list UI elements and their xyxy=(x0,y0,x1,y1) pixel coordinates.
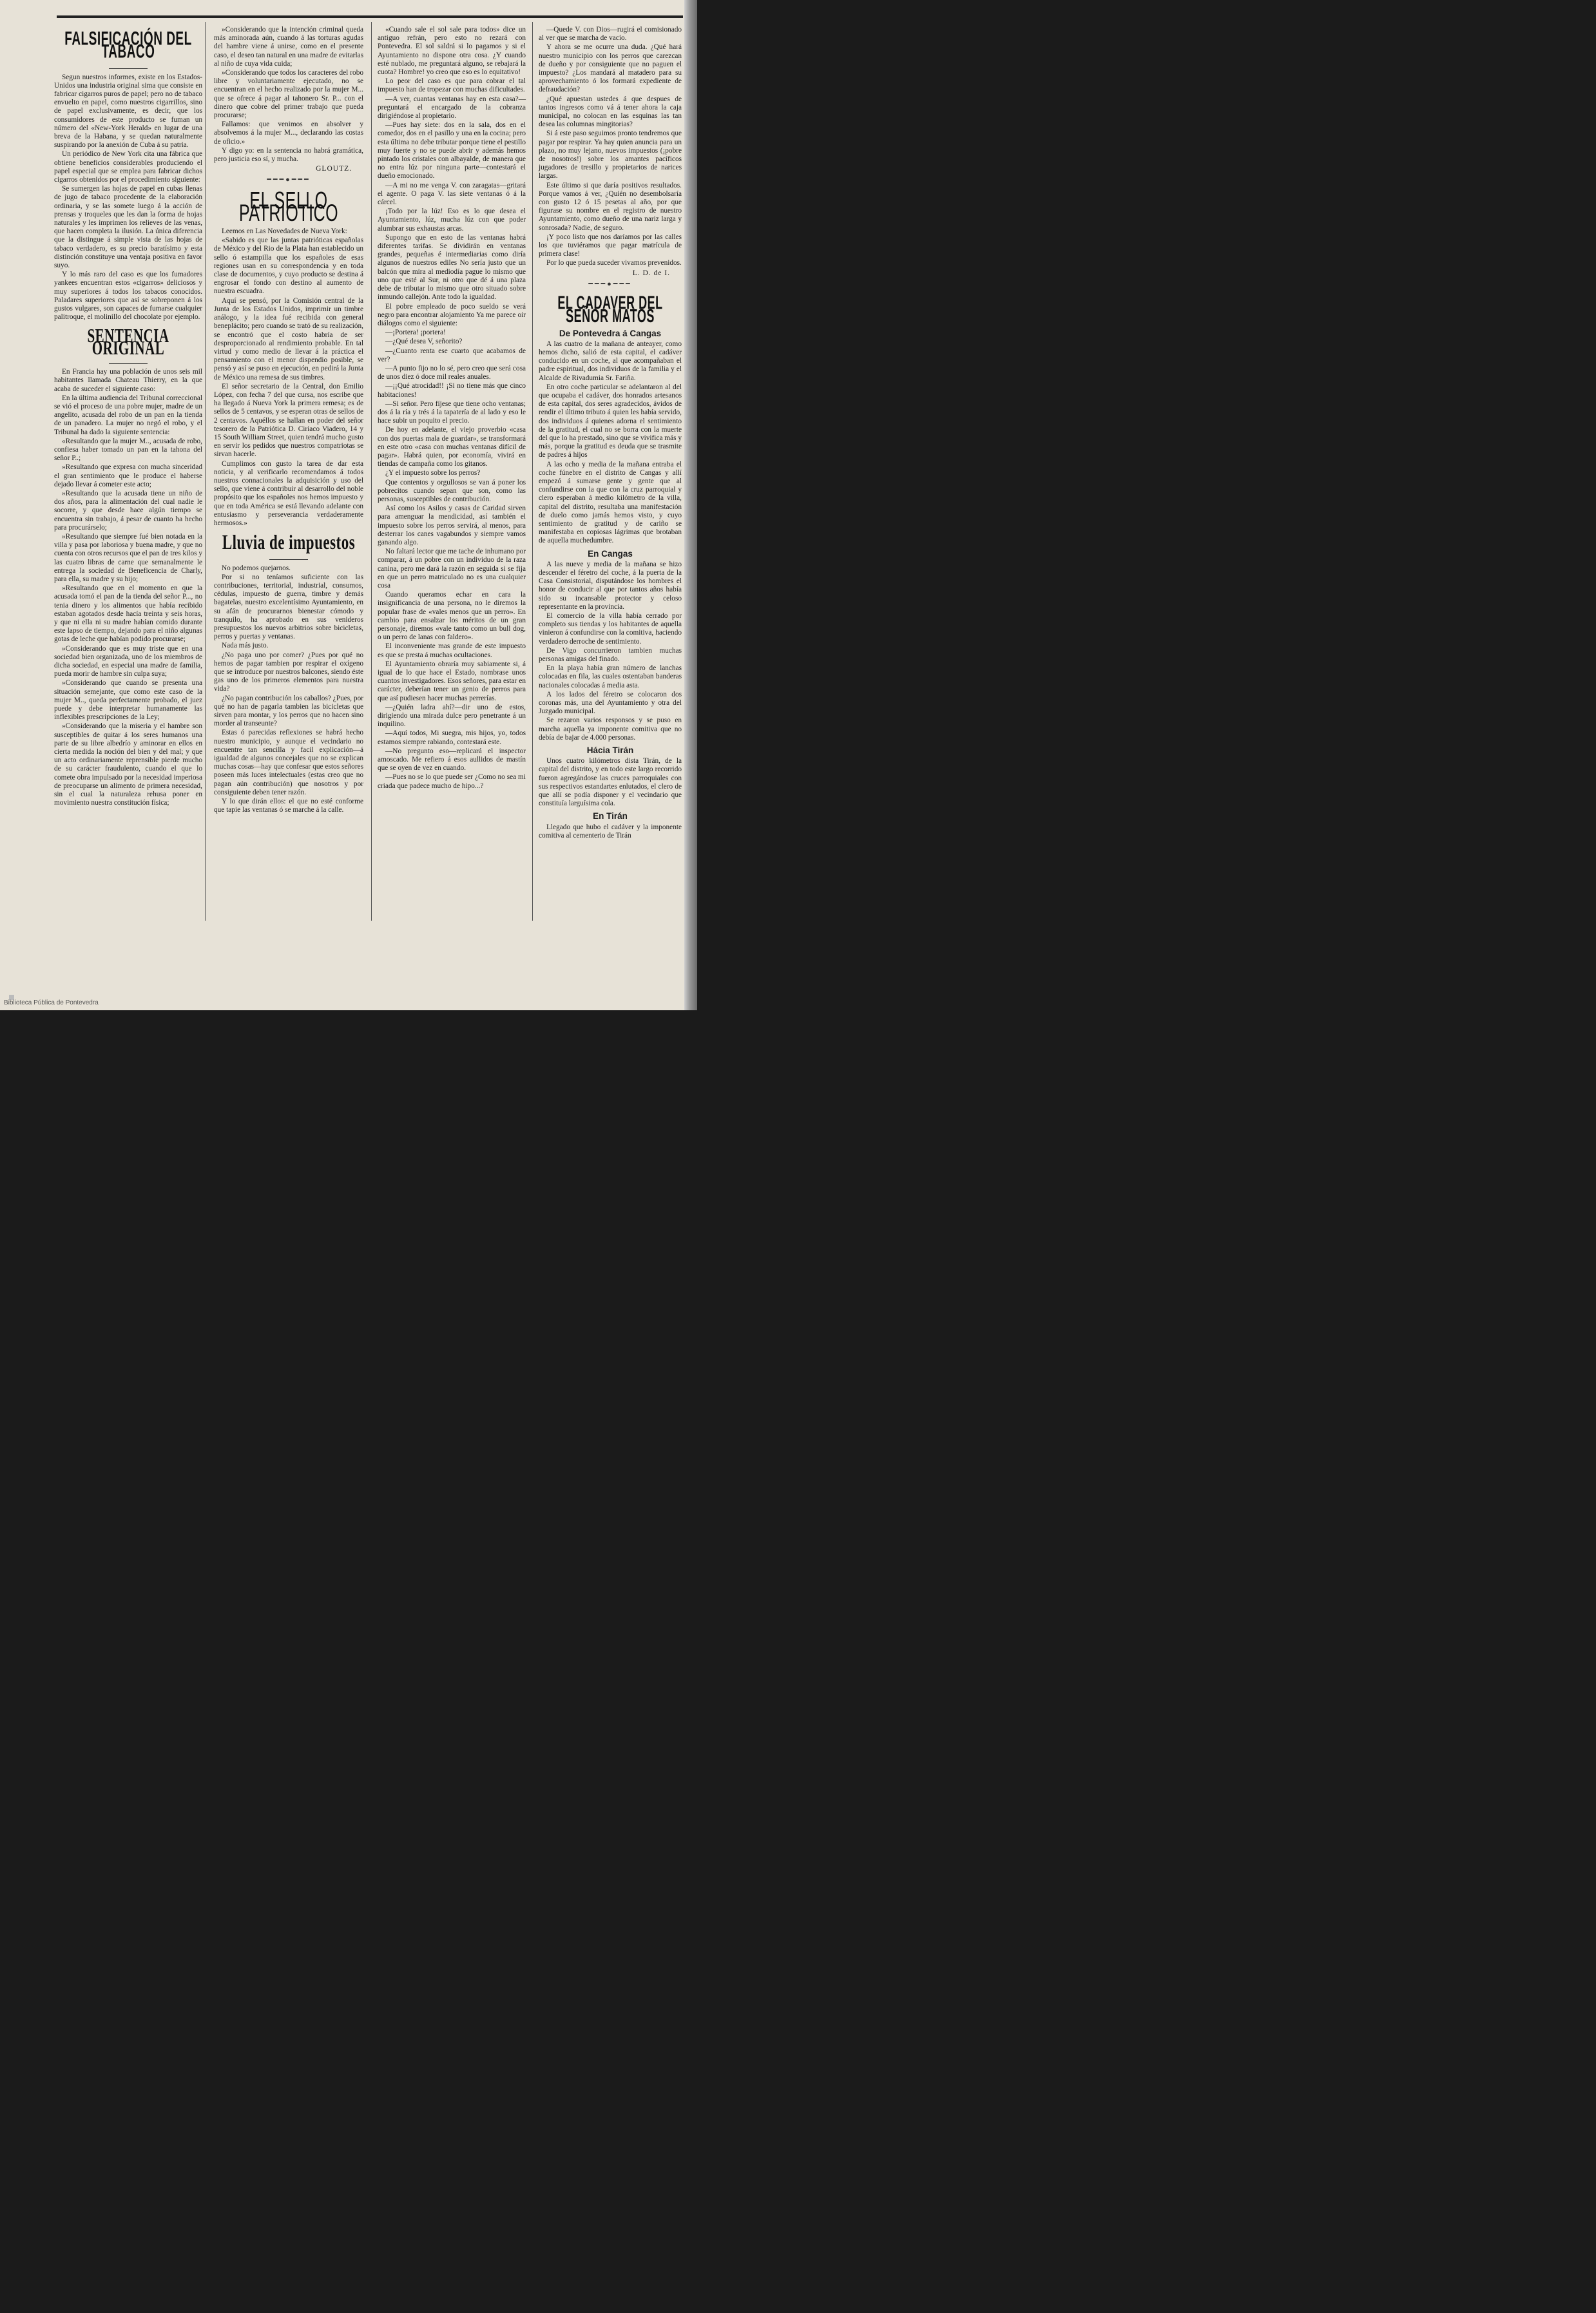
paragraph: No podemos quejarnos. xyxy=(222,564,291,572)
article-title: FALSIFICACIÓN DEL TABACO xyxy=(64,28,192,63)
paragraph: El inconveniente mas grande de este impuesto es que se presta á muchas ocultaciones. xyxy=(378,642,526,659)
paragraph: Por si no teníamos suficiente con las contribuciones, territorial, industrial, consumos, cédulas, impuesto de guerra, timbre y demás bagatelas, nuestro excelentísimo Ayuntamiento, en su afán de procurarnos bienestar cómodo y tranquilo, ha aprobado en sus venideros presupuestos los nuevos arbitrios sobre bicicletas, perros y puertas y ventanas. xyxy=(214,573,363,641)
article-body xyxy=(214,26,363,164)
paragraph: —Aquí todos, Mi suegra, mis hijos, yo, todos estamos siempre rabiando, contestará este. xyxy=(378,729,526,746)
paragraph: El Ayuntamiento obraría muy sabiamente si, á igual de lo que hace el Estado, nombrase unos cuantos investigadores. Esos señores, para estar en carácter, deberían tener un genio de perros para que así pudiesen hacer muchas perrerías. xyxy=(378,660,526,702)
page-edge xyxy=(684,0,697,1010)
paragraph: El pobre empleado de poco sueldo se verá negro para encontrar alojamiento Ya me parece oir diálogos como el siguiente: xyxy=(378,302,526,327)
paragraph: —¡¡Qué atrocidad!! ¡Si no tiene más que cinco habitaciones! xyxy=(378,382,526,399)
paragraph: En la playa había gran número de lanchas colocadas en fila, las cuales ostentaban banderas nacionales colocadas á media asta. xyxy=(539,664,682,689)
paragraph: ¿Y el impuesto sobre los perros? xyxy=(385,469,481,477)
paragraph: ¡Y poco listo que nos daríamos por las calles los que tuviéramos que pagar matrícula de primera clase! xyxy=(539,233,682,258)
paragraph: En la última audiencia del Tribunal correccional se vió el proceso de una pobre mujer, madre de un angelito, acusada del robo de un pan en la tienda de un panadero. La mujer no negó el robo, y el Tribunal ha dado la siguiente sentencia: xyxy=(54,394,202,436)
article-body xyxy=(214,227,363,528)
paragraph: »Considerando que cuando se presenta una situación semejante, que como este caso de la mujer M.., queda perfectamente probado, el juez puede y debe interpretar humanamente las inflexibles prescripciones de la Ley; xyxy=(54,679,202,722)
paragraph: —A mi no me venga V. con zaragatas—gritará el agente. O paga V. las siete ventanas ó á la cárcel. xyxy=(378,181,526,207)
section-subtitle: En Cangas xyxy=(588,548,633,559)
title-underline xyxy=(54,63,202,72)
paragraph: Cuando queramos echar en cara la insignificancia de una persona, no le diremos la popular frase de «vales menos que un perro». En cambio para ensalzar los méritos de un gran personaje, diremos «vale tanto como un bull dog, o un perro de lanas con faldero». xyxy=(378,591,526,642)
paragraph: A las cuatro de la mañana de anteayer, como hemos dicho, salió de esta capital, el cadáver conducido en un coche, al que acompañaban el padre espiritual, dos individuos de la familia y el Alcalde de Rivadumia Sr. Fariña. xyxy=(539,340,682,382)
paragraph: Y digo yo: en la sentencia no habrá gramática, pero justicia eso sí, y mucha. xyxy=(214,146,363,164)
article-title: EL CADAVER DEL SEÑOR MATOS xyxy=(557,292,663,327)
column-3 xyxy=(378,26,526,791)
article-title: SENTENCIA ORIGINAL xyxy=(87,323,169,359)
ornament-rule: ━━━●━━━ xyxy=(588,280,632,288)
paragraph: Cumplimos con gusto la tarea de dar esta noticia, y al verificarlo recomendamos á todos nuestros connacionales la adquisición y uso del sello, que viene á contribuir al desarrollo del noble propósito que los españoles nos hemos impuesto y que en toda América se está llevando adelante con entusiasmo y perseverancia verdaderamente hermosos.» xyxy=(214,459,363,527)
paragraph: —¿Quién ladra ahí?—dir uno de estos, dirigiendo una mirada dulce pero penetrante á un inquilino. xyxy=(378,703,526,729)
paragraph: ¿No pagan contribución los caballos? ¿Pues, por qué no han de pagarla tambien las bicicletas que sirven para montar, y los perros que no hacen sino morder al transeunte? xyxy=(214,694,363,728)
paragraph: —Pues hay siete: dos en la sala, dos en el comedor, dos en el pasillo y una en la cocina; pero esta última no debe tributar porque tiene el pestillo muy fuerte y no se puede abrir y además hemos pintado los cristales con albayalde, de manera que no entra lúz por ninguna parte—contestará el dueño emocionado. xyxy=(378,121,526,180)
article-title: Lluvia de impuestos xyxy=(222,531,356,554)
newspaper-page xyxy=(0,0,684,1010)
paragraph: —Pues no se lo que puede ser ¿Como no sea mi criada que padece mucho de hipo...? xyxy=(378,773,526,790)
paragraph: —A ver, cuantas ventanas hay en esta casa?—preguntará el encargado de la cobranza dirigiéndose al propietario. xyxy=(378,95,526,120)
paragraph: Se sumergen las hojas de papel en cubas llenas de jugo de tabaco procedente de la elaboración ordinaria, y se las somete luego á la acción de prensas y troqueles que les dan la forma de hojas naturales y les imprimen los relieves de las venas, que hacen completa la ilusión. La única diferencia que la distingue á simple vista de las hojas de tabaco verdadero, es su precio baratísimo y esta distinción constituye una ventaja positiva en favor suyo. xyxy=(54,185,202,270)
paragraph: De hoy en adelante, el viejo proverbio «casa con dos puertas mala de guardar», se transformará en este otro «casa con muchas ventanas difícil de pagar». Habrá quien, por economía, vivirá en tiendas de campaña como los gitanos. xyxy=(378,426,526,468)
paragraph: »Resultando que expresa con mucha sinceridad el gran sentimiento que le produce el haberse dejado llevar á cometer este acto; xyxy=(54,463,202,488)
paragraph: Aquí se pensó, por la Comisión central de la Junta de los Estados Unidos, imprimir un timbre análogo, y la idea fué recibida con general beneplácito; pero cuando se trató de su realización, se encontró que el costo habría de ser desproporcionado al rendimiento probable. En tal virtud y como medio de llevar á la práctica el pensamiento con el menor dispendio posible, se pensó y así se puso en ejecución, en pedirá la Junta de México una remesa de sus timbres. xyxy=(214,296,363,381)
section-subtitle: De Pontevedra á Cangas xyxy=(559,328,662,338)
article-body xyxy=(54,368,202,807)
paragraph: ¡Todo por la lúz! Eso es lo que desea el Ayuntamiento, lúz, mucha lúz con que poder alumbrar sus exhaustas arcas. xyxy=(378,207,526,233)
paragraph: De Vigo concurrieron tambien muchas personas amigas del finado. xyxy=(539,646,682,664)
top-rule xyxy=(57,15,683,18)
paragraph: »Resultando que la acusada tiene un niño de dos años, para la alimentación del cual nadie le socorre, y que desde hace algún tiempo se encuentra sin trabajo, á pesar de cuanto ha hecho para procurárselo; xyxy=(54,489,202,532)
paragraph: —Si señor. Pero fíjese que tiene ocho ventanas; dos á la ría y trés á la tapatería de al lado y eso le hace subir un poquito el precio. xyxy=(378,399,526,425)
article-body xyxy=(539,757,682,808)
paragraph: —No pregunto eso—replicará el inspector amoscado. Me refiero á esos aullidos de mastín que se oyen de vez en cuando. xyxy=(378,747,526,773)
paragraph: «Sabido es que las juntas patrióticas españolas de México y del Rio de la Plata han establecido un sello ó estampilla que los españoles de esas regiones usan en su correspondencia y en toda clase de documentos, y cuyo producto se destina á engrosar el fondo con destino al aumento de nuestra escuadra. xyxy=(214,236,363,296)
paragraph: Y lo más raro del caso es que los fumadores yankees encuentran estos «cigarros» deliciosos y muy superiores á todos los tabacos conocidos. Paladares superiores que así se sobreponen á los gustos vulgares, son capaces de fumarse cualquier palitroque, el molinillo del chocolate por ejemplo. xyxy=(54,271,202,322)
paragraph: El comercio de la villa había cerrado por completo sus tiendas y los habitantes de aquella vinieron á confundirse con la comitiva, haciendo verdadero derroche de sentimiento. xyxy=(539,612,682,646)
section-subtitle: En Tirán xyxy=(593,811,628,821)
paragraph: Lo peor del caso es que para cobrar el tal impuesto han de tropezar con muchas dificultades. xyxy=(378,77,526,94)
library-footer: Biblioteca Pública de Pontevedra xyxy=(4,999,99,1006)
paragraph: »Considerando que todos los caracteres del robo libre y voluntariamente ejecutado, no se encuentran en el hecho realizado por la mujer M... que se ofrece á pagar al tahonero Sr. P... con el dinero que cobre del primer trabajo que pueda procurarse; xyxy=(214,69,363,120)
title-underline xyxy=(214,554,363,562)
paragraph: «Cuando sale el sol sale para todos» dice un antiguo refrán, pero esto no rezará con Pontevedra. El sol saldrá si lo pagamos y si el Ayuntamiento no dispone otra cosa. ¿Y cuando esté nublado, me preguntará alguno, se rebajará la cuota? Hombre! yo creo que eso es lo equitativo! xyxy=(378,26,526,77)
article-body xyxy=(539,561,682,742)
paragraph: Fallamos: que venimos en absolver y absolvemos á la mujer M..., declarando las costas de oficio.» xyxy=(214,120,363,146)
ornament-rule: ━━━●━━━ xyxy=(267,176,311,184)
article-body xyxy=(539,26,682,268)
paragraph: El señor secretario de la Central, don Emilio López, con fecha 7 del que cursa, nos escribe que ha llegado á Nueva York la primera remesa; es de sellos de 5 centavos, y se esperan otras de sellos de 2 centavos. Aquéllos se hallan en poder del señor tesorero de la Patriótica D. Ciriaco Viadero, 14 y 15 South William Street, quien tendrá mucho gusto en servir los pedidos que nuestros compatriotas se sirvan hacerle. xyxy=(214,382,363,459)
paragraph: En Francia hay una población de unos seis mil habitantes llamada Chateau Thierry, en la que acaba de suceder el siguiente caso: xyxy=(54,368,202,393)
paragraph: Un periódico de New York cita una fábrica que obtiene beneficios considerables produciendo el papel especial que se emplea para fabricar dichos cigarros obtenidos por el procedimiento siguiente: xyxy=(54,150,202,184)
paragraph: Unos cuatro kilómetros dista Tirán, de la capital del distrito, y en todo este largo recorrido fueron agregándose las cruces parroquiales con sus respectivos estandartes enlutados, el clero de que allí se podía disponer y el vecindario que constituía larguísima cola. xyxy=(539,757,682,808)
paragraph: Así como los Asilos y casas de Caridad sirven para amenguar la mendicidad, así también el impuesto sobre los perros servirá, al menos, para desterrar los canes vagabundos y siempre vamos ganando algo. xyxy=(378,504,526,546)
paragraph: En otro coche particular se adelantaron al del que ocupaba el cadáver, dos honrados artesanos de esta capital, dos seres agradecidos, ávidos de rendir el último tributo á quien les había servido, dos individuos á quienes adorna el sentimiento de la gratitud, el cual no se borra con la muerte del que lo ha prestado, sino que se vivifica más y más, porque la gratitud es deuda que se trasmite de padres á hijos xyxy=(539,383,682,459)
signature: GLOUTZ. xyxy=(316,165,352,173)
article-body xyxy=(539,823,682,840)
column-divider xyxy=(205,22,206,921)
paragraph: »Resultando que en el momento en que la acusada tomó el pan de la tienda del señor P..., no tenia dinero y los alimentos que había recibido estaban agotados desde hacía treinta y seis horas, y que ni ella ni su madre habían comido durante este lapso de tiempo, dejando para el niño algunas gotas de leche que habían podido procurarse; xyxy=(54,584,202,644)
column-2 xyxy=(214,26,363,815)
paragraph: A las nueve y media de la mañana se hizo descender el féretro del coche, á la puerta de la Casa Consistorial, disputándose los hombres el honor de conducir al que por tantos años había sido su incansable protector y celoso representante en la provincia. xyxy=(539,560,682,611)
column-4 xyxy=(539,26,682,841)
paragraph: »Considerando que la miseria y el hambre son susceptibles de quitar á los seres humanos una parte de su libre albedrío y aminorar en ellos en cierta medida la noción del bien y del mal; y que un acto ordinariamente reprensible pierde mucho de su carácter fraudulento, cuando el que lo comete obra impulsado por la necesidad imperiosa de preocuparse un alimento de primera necesidad, sin el cual la naturaleza rehusa poner en movimiento nuestra constitución física; xyxy=(54,722,202,807)
article-title: EL SELLO PATRIOTICO xyxy=(238,187,339,227)
paragraph: Se rezaron varios responsos y se puso en marcha aquella ya imponente comitiva que no debía de bajar de 4.000 personas. xyxy=(539,716,682,742)
paragraph: «Resultando que la mujer M.., acusada de robo, confiesa haber tomado un pan en la tahona del señor P..; xyxy=(54,437,202,463)
paragraph: »Resultando que siempre fué bien notada en la villa y pasa por laboriosa y buena madre, y que no cuenta con otros recursos que el pan de tres kilos y las cuatro libras de carne que semanalmente le entrega la sociedad de Beneficencia de Charly, para ella, su madre y su hijo; xyxy=(54,532,202,583)
paragraph: »Considerando que la intención criminal queda más aminorada aún, cuando á las torturas agudas del hambre viene á unirse, como en el presente caso, el deseo tan natural en una madre de evitarlas al niño de cuya vida cuida; xyxy=(214,26,363,68)
paragraph: Estas ó parecidas reflexiones se habrá hecho nuestro municipio, y aunque el vecindario no encuentre tan sencilla y facil explicación—á igualdad de algunos concejales que no se explican muchas cosas—hay que confesar que estos señores poseen más luces intelectuales (estas creo que no pagan aún contribución) que nosotros y por consiguiente deben tener razón. xyxy=(214,729,363,796)
paragraph: Nada más justo. xyxy=(222,642,269,650)
article-body xyxy=(539,340,682,546)
paragraph: —A punto fijo no lo sé, pero creo que será cosa de unos diez ó doce mil reales anuales. xyxy=(378,364,526,381)
paragraph: Leemos en Las Novedades de Nueva York: xyxy=(222,227,347,236)
article-body xyxy=(214,564,363,815)
paragraph: Que contentos y orgullosos se van á poner los pobrecitos cuando sepan que son, como las personas, susceptibles de contribución. xyxy=(378,478,526,503)
paragraph: Supongo que en esto de las ventanas habrá diferentes tarifas. Se dividirán en ventanas grandes, pequeñas é intermediarias como diría algunos de nuestros ediles No sería justo que un balcón que mira al mediodía pague lo mismo que uno que esté al Sur, ni otro que dé á una plaza debe de tributar lo mismo que otro situado sobre inmundo callejón. Ante todo la igualdad. xyxy=(378,233,526,302)
article-body xyxy=(378,26,526,791)
paragraph: Por lo que pueda suceder vivamos prevenidos. xyxy=(546,259,682,267)
paragraph: ¿No paga uno por comer? ¿Pues por qué no hemos de pagar tambien por respirar el oxígeno que se introduce por nuestros balcones, siendo éste gas uno de los primeros elementos para nuestra vida? xyxy=(214,651,363,693)
column-1 xyxy=(54,26,202,808)
paragraph: A las ocho y media de la mañana entraba el coche fúnebre en el distrito de Cangas y allí empezó á sumarse gente y gente que al confundirse con la que con la cruz parroquial y clero esperaban á medio kilómetro de la villa, capital del distrito, resultaba una manifestación de duelo como jamás hemos visto, y cuyo sentimiento de gratitud y de cariño se manifestaba en copiosas lágrimas que brotaban de aquella muchedumbre. xyxy=(539,460,682,545)
article-body xyxy=(54,73,202,322)
paragraph: Este último si que daría positivos resultados. Porque vamos á ver, ¿Quién no desembolsaría con gusto 12 ó 15 pesetas al año, por que figurase su nombre en el registro de nuestro Ayuntamiento, como dueño de una nariz larga y sonrosada? Nadie, de seguro. xyxy=(539,181,682,232)
paragraph: Si á este paso seguimos pronto tendremos que pagar por respirar. Ya hay quien anuncia para un plazo, no muy lejano, nuevos impuestos (¡pobre de nosotros!) sobre los amantes pacíficos jugadores de tresillo y propietarios de narices largas. xyxy=(539,130,682,180)
column-divider xyxy=(532,22,533,921)
paragraph: —¡Portera! ¡portera! xyxy=(385,329,446,337)
title-underline xyxy=(54,358,202,367)
paragraph: »Considerando que es muy triste que en una sociedad bien organizada, uno de los miembros de dicha sociedad, en especial una madre de familia, pueda morir de hambre sin culpa suya; xyxy=(54,644,202,678)
paragraph: —¿Cuanto renta ese cuarto que acabamos de ver? xyxy=(378,347,526,363)
paragraph: Y lo que dirán ellos: el que no esté conforme que tapie las ventanas ó se marche á la calle. xyxy=(214,798,363,814)
section-subtitle: Hácia Tirán xyxy=(586,745,634,756)
signature: L. D. de I. xyxy=(632,269,670,277)
column-divider xyxy=(371,22,372,921)
paragraph: Segun nuestros informes, existe en los Estados-Unidos una industria original sima que consiste en fabricar cigarros puros de papel; pero no de tabaco envuelto en papel, como nuestros cigarrillos, sino de papel exclusivamente, es decir, que los consumidores de este producto se fuman un número del «New-York Herald» en lugar de una breva de la Habana, y se quedan naturalmente suspirando por la anexión de Cuba á su patria. xyxy=(54,73,202,149)
paragraph: ¿Qué apuestan ustedes á que despues de tantos ingresos como vá á tener ahora la caja municipal, no colocan en las esquinas las tan desea las columnas mingitorias? xyxy=(539,95,682,129)
paragraph: A los lados del féretro se colocaron dos coronas más, una del Ayuntamiento y otra del Juzgado municipal. xyxy=(539,690,682,716)
paragraph: —Quede V. con Dios—rugirá el comisionado al ver que se marcha de vacío. xyxy=(539,26,682,43)
paragraph: Llegado que hubo el cadáver y la imponente comitiva al cementerio de Tirán xyxy=(539,823,682,840)
paragraph: —¿Qué desea V, señorito? xyxy=(385,338,463,346)
paragraph: Y ahora se me ocurre una duda. ¿Qué hará nuestro municipio con los perros que carezcan de dueño y por consiguiente que no paguen el impuesto? ¿Los mandará al matadero para su aprovechamiento ó los formará expediente de defraudación? xyxy=(539,43,682,94)
paragraph: No faltará lector que me tache de inhumano por comparar, á un pobre con un individuo de la raza canina, pero me dará la razón en seguida si se fija en que un perro matriculado no es una cualquier cosa xyxy=(378,548,526,590)
